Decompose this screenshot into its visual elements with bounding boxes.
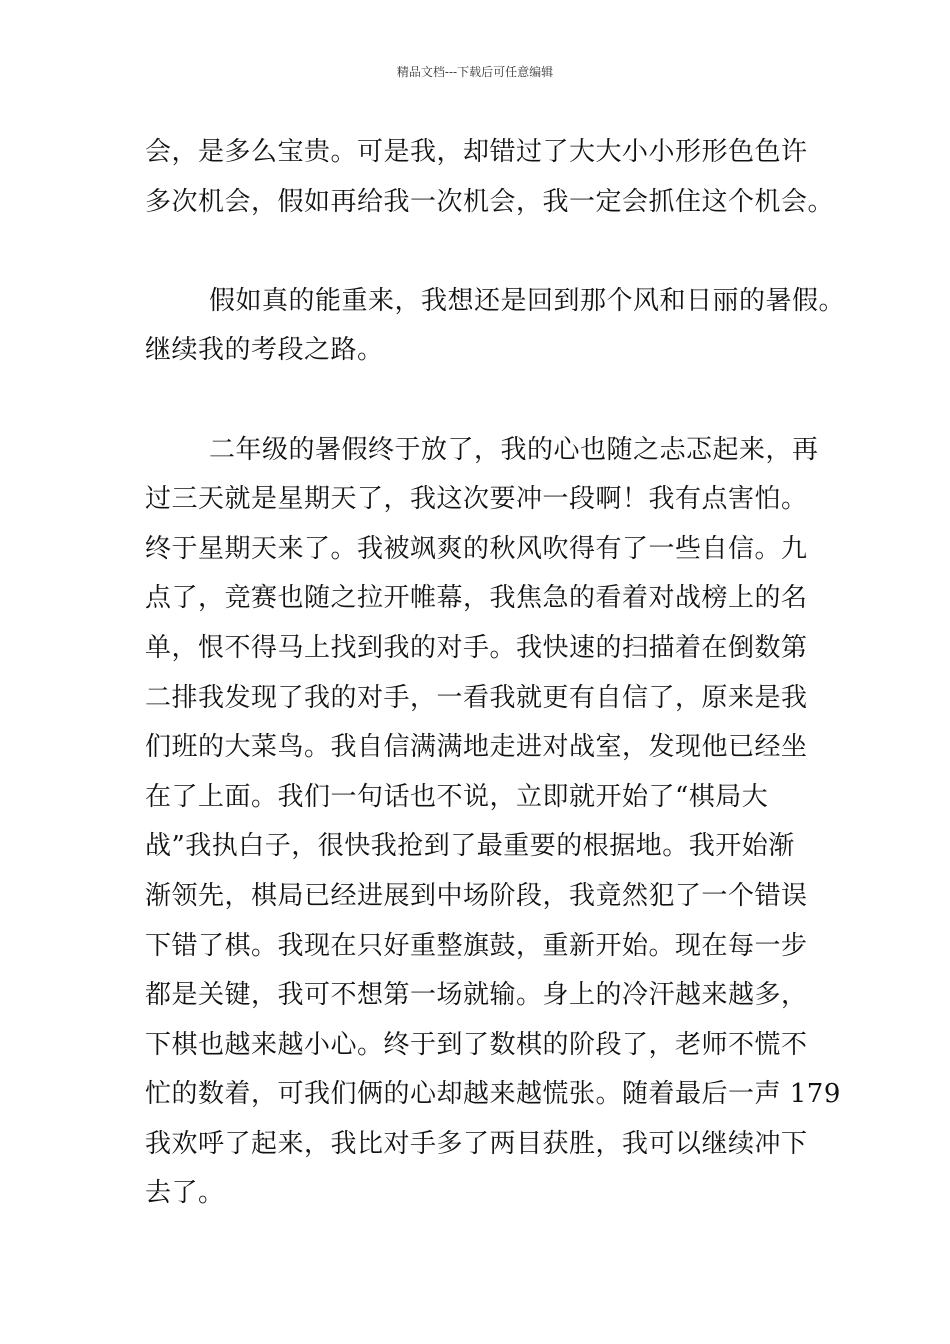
text-line: 下棋也越来越小心。终于到了数棋的阶段了，老师不慌不 xyxy=(145,1029,808,1060)
text-line: 过三天就是星期天了，我这次要冲一段啊！我有点害怕。 xyxy=(145,484,808,515)
text-line: 战”我执白子，很快我抢到了最重要的根据地。我开始渐 xyxy=(145,831,795,862)
paragraph-1 xyxy=(145,128,835,227)
text-line: 点了，竞赛也随之拉开帷幕，我焦急的看着对战榜上的名 xyxy=(145,583,808,614)
paragraph-2 xyxy=(145,277,846,376)
paragraph-gap xyxy=(145,376,815,426)
text-line: 都是关键，我可不想第一场就输。身上的冷汗越来越多， xyxy=(145,980,808,1011)
text-line: 假如真的能重来，我想还是回到那个风和日丽的暑假。 xyxy=(209,285,846,316)
paragraph-3 xyxy=(145,426,841,1220)
text-line: 去了。 xyxy=(145,1178,225,1209)
page-header: 精品文档---下载后可任意编辑 xyxy=(396,65,554,79)
text-line: 终于星期天来了。我被飒爽的秋风吹得有了一些自信。九 xyxy=(145,533,808,564)
text-line: 二年级的暑假终于放了，我的心也随之忐忑起来，再 xyxy=(209,434,819,465)
document-body xyxy=(145,128,846,1219)
text-line: 继续我的考段之路。 xyxy=(145,335,384,366)
text-line: 会，是多么宝贵。可是我，却错过了大大小小形形色色许 xyxy=(145,137,808,167)
paragraph-gap xyxy=(145,227,815,277)
text-line: 下错了棋。我现在只好重整旗鼓，重新开始。现在每一步 xyxy=(145,930,808,961)
text-line: 我欢呼了起来，我比对手多了两目获胜，我可以继续冲下 xyxy=(145,1128,808,1159)
text-line: 渐领先，棋局已经进展到中场阶段，我竟然犯了一个错误 xyxy=(145,880,808,911)
text-line: 忙的数着，可我们俩的心却越来越慌张。随着最后一声 179 xyxy=(145,1079,841,1110)
text-line: 单，恨不得马上找到我的对手。我快速的扫描着在倒数第 xyxy=(145,632,808,663)
text-line: 多次机会，假如再给我一次机会，我一定会抓住这个机会。 xyxy=(145,186,835,217)
text-line: 二排我发现了我的对手，一看我就更有自信了，原来是我 xyxy=(145,682,808,713)
text-line: 在了上面。我们一句话也不说，立即就开始了“棋局大 xyxy=(145,781,769,812)
text-line: 们班的大菜鸟。我自信满满地走进对战室，发现他已经坐 xyxy=(145,732,808,763)
